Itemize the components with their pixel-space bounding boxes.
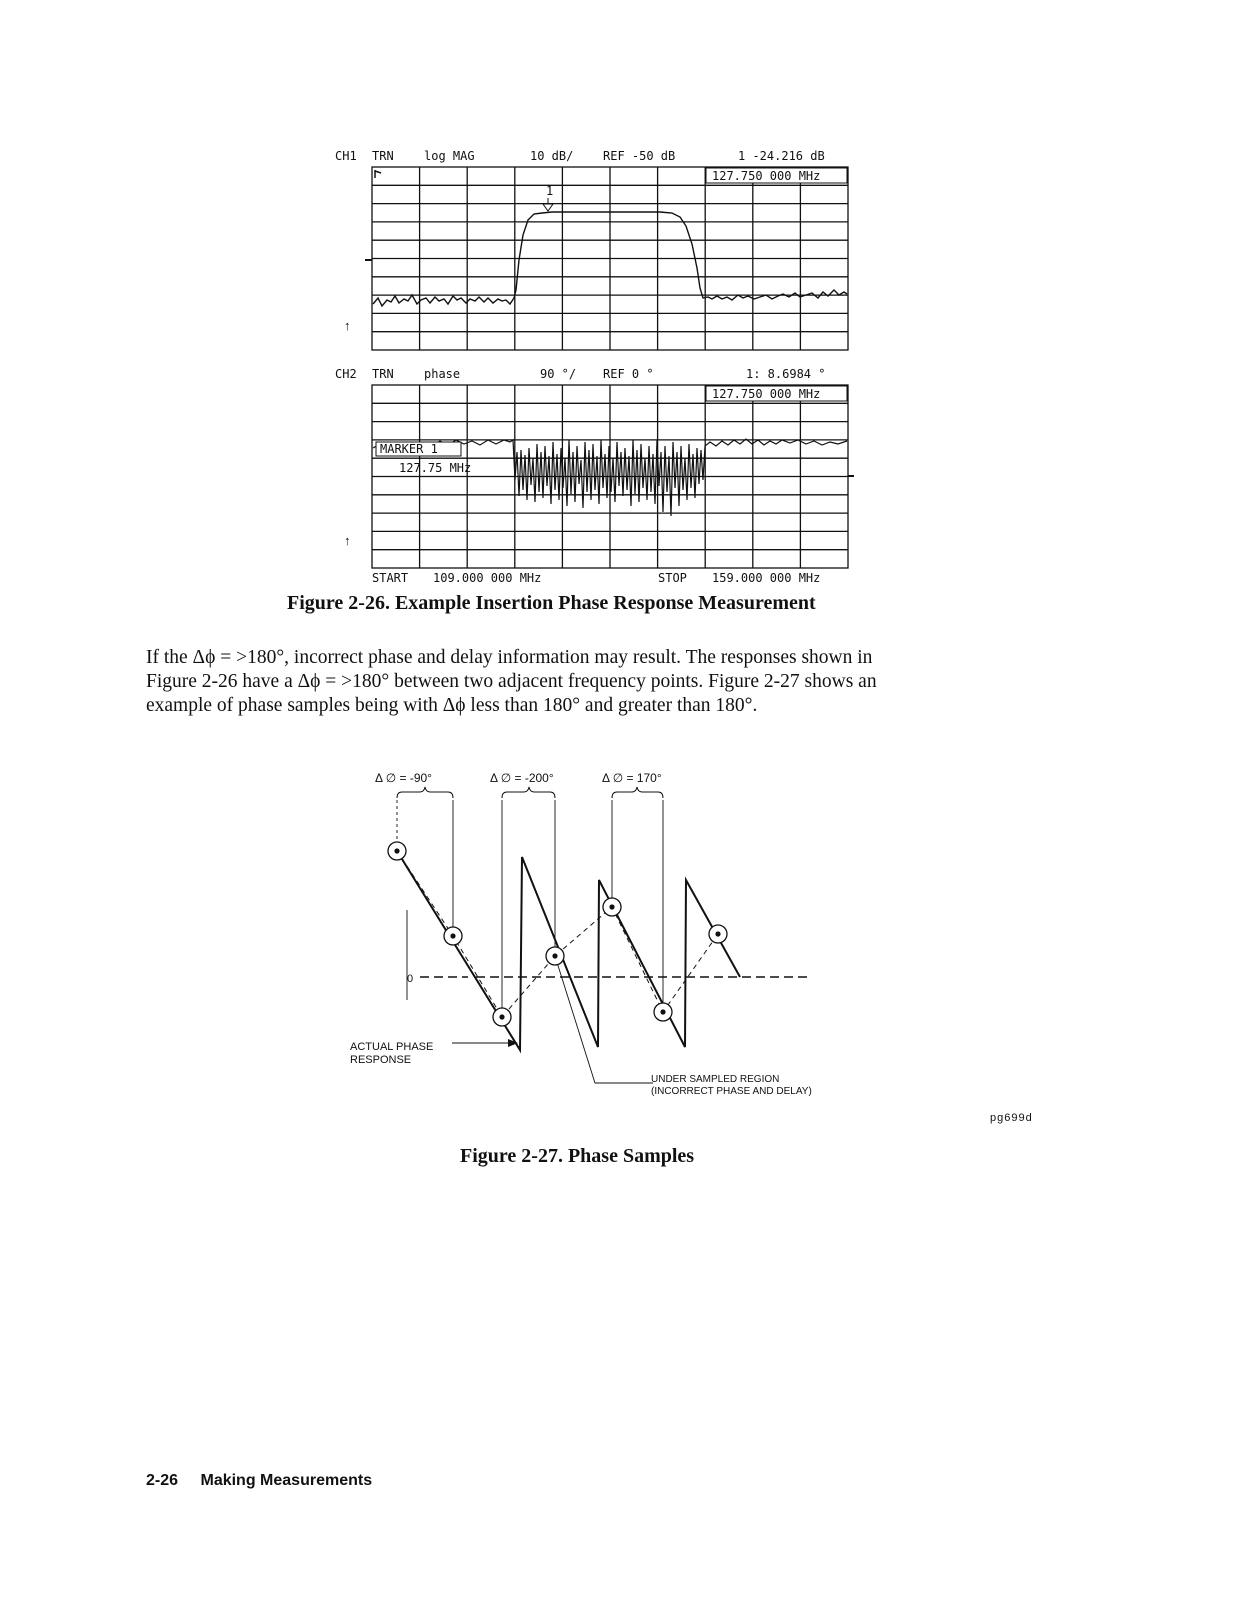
ch1-corner-marker — [375, 170, 381, 178]
ch2-channel: CH2 — [335, 367, 357, 381]
figure-2-26-caption: Figure 2-26. Example Insertion Phase Response Measurement — [287, 592, 816, 614]
ch1-ref-arrow: ↑ — [344, 318, 351, 333]
section-title: Making Measurements — [200, 1472, 373, 1489]
figure-2-27-caption: Figure 2-27. Phase Samples — [460, 1145, 695, 1167]
zero-label: 0 — [407, 973, 414, 985]
start-label: START — [372, 571, 409, 585]
ch1-channel: CH1 — [335, 149, 357, 163]
actual-phase-label-line-1: ACTUAL PHASE — [350, 1041, 434, 1053]
actual-phase-label-line-2: RESPONSE — [350, 1054, 412, 1066]
delta-label-2: Δ ∅ = -200° — [490, 771, 554, 785]
ch2-scale: 90 °/ — [540, 367, 577, 381]
delta-braces — [397, 787, 663, 798]
under-sampled-label-line-2: (INCORRECT PHASE AND DELAY) — [651, 1086, 812, 1097]
ch2-ref-arrow: ↑ — [344, 533, 351, 548]
ch2-marker-readout: 1: 8.6984 ° — [746, 367, 826, 381]
ch1-mode: TRN — [372, 149, 394, 163]
actual-phase-response — [397, 851, 740, 1050]
ch2-marker-frequency: 127.750 000 MHz — [712, 387, 821, 401]
phase-samples-diagram — [340, 760, 850, 1105]
ch1-grid — [372, 167, 848, 350]
stop-frequency: 159.000 000 MHz — [712, 571, 821, 585]
start-frequency: 109.000 000 MHz — [433, 571, 542, 585]
ch1-reference: REF -50 dB — [603, 149, 676, 163]
ch1-marker-readout: 1 -24.216 dB — [738, 149, 825, 163]
sample-guides — [397, 800, 663, 1010]
paragraph-line-2: Figure 2-26 have a Δϕ = >180° between two adjacent frequency points. Figure 2-27 shows an — [146, 671, 877, 692]
page-number: 2-26 — [146, 1472, 179, 1489]
paragraph-line-1: If the Δϕ = >180°, incorrect phase and delay information may result. The responses shown in — [146, 647, 873, 668]
ch2-marker-box-value: 127.75 MHz — [399, 461, 472, 475]
delta-label-1: Δ ∅ = -90° — [375, 771, 432, 785]
ch2-reference: REF 0 ° — [603, 367, 654, 381]
ch2-format: phase — [424, 367, 461, 381]
stop-label: STOP — [658, 571, 687, 585]
ch1-scale: 10 dB/ — [530, 149, 574, 163]
ch1-format: log MAG — [424, 149, 475, 163]
ch2-mode: TRN — [372, 367, 394, 381]
page-footer — [146, 1472, 372, 1490]
ch2-marker-box-title: MARKER 1 — [380, 442, 438, 456]
insertion-phase-figure — [320, 140, 880, 595]
sample-points — [388, 842, 727, 1026]
figure-reference-code: pg699d — [990, 1112, 1033, 1124]
paragraph-line-3: example of phase samples being with Δϕ less than 180° and greater than 180°. — [146, 695, 758, 716]
ch1-marker-frequency: 127.750 000 MHz — [712, 169, 821, 183]
ch1-marker-triangle — [543, 198, 553, 211]
body-paragraph — [146, 646, 1046, 718]
ch1-marker-number: 1 — [546, 184, 554, 198]
delta-label-3: Δ ∅ = 170° — [602, 771, 662, 785]
under-sampled-label-line-1: UNDER SAMPLED REGION — [651, 1074, 780, 1085]
